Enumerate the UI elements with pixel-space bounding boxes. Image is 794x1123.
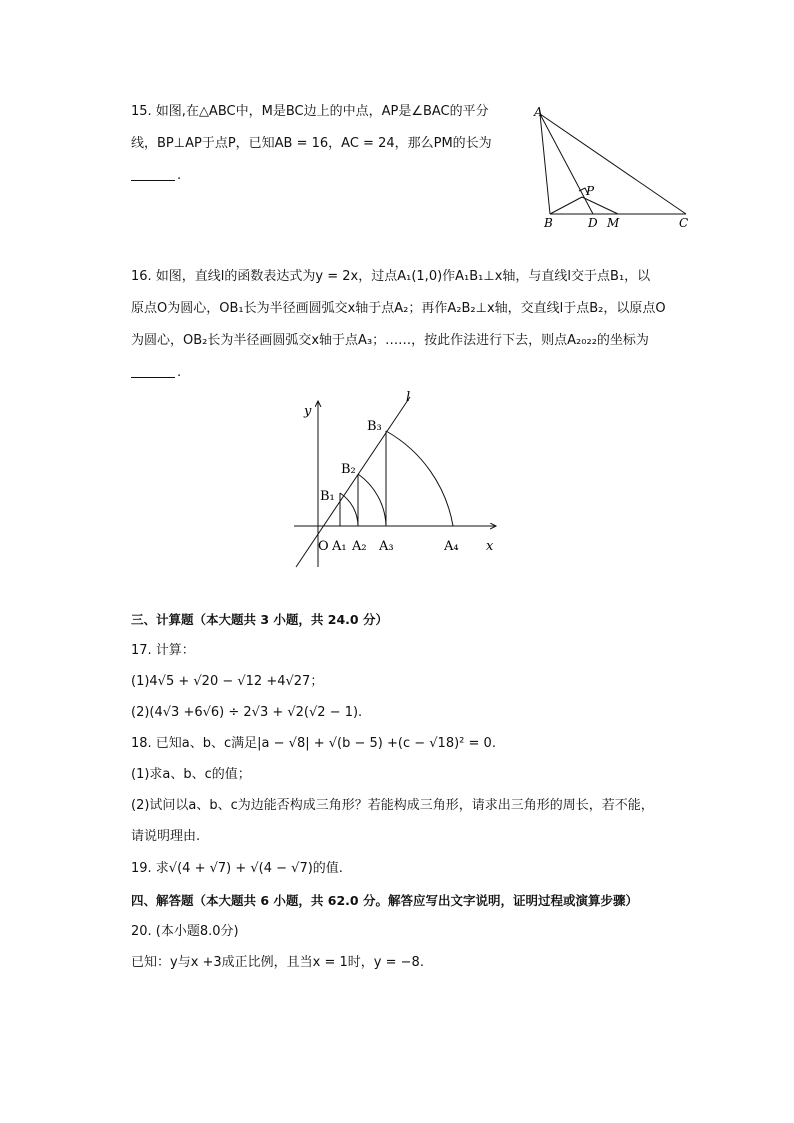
fig16-label-o: O [318, 539, 329, 554]
fig15-label-c: C [679, 216, 689, 230]
q18-part-2: (2)试问以a、b、c为边能否构成三角形？若能构成三角形，请求出三角形的周长，若不能， [131, 798, 654, 813]
section-4-heading: 四、解答题（本大题共 6 小题，共 62.0 分。解答应写出文字说明，证明过程或演算步骤） [131, 893, 638, 908]
q17-part-2: (2)(4√3 +6√6) ÷ 2√3 + √2(√2 − 1). [131, 705, 363, 720]
q16-line-3: 为圆心，OB₂长为半径画圆弧交x轴于点A₃；……，按此作法进行下去，则点A₂₀₂₂的坐标为 [131, 333, 649, 348]
fig16-label-a1: A₁ [332, 539, 347, 554]
q20-body: 已知：y与x +3成正比例，且当x = 1时，y = −8. [131, 955, 424, 970]
fig16-label-a2: A₂ [352, 539, 367, 554]
fig16-label-b2: B₂ [341, 462, 356, 477]
fig15-label-m: M [607, 216, 620, 230]
fig16-label-b3: B₃ [367, 419, 382, 434]
q16-line-2: 原点O为圆心，OB₁长为半径画圆弧交x轴于点A₂；再作A₂B₂⊥x轴，交直线l于点B₂，以原点O [131, 301, 666, 316]
q18-part-2-cont: 请说明理由. [131, 829, 201, 844]
q16-arc-figure [280, 385, 510, 575]
q15-line-2: 线，BP⊥AP于点P，已知AB = 16，AC = 24，那么PM的长为 [131, 136, 492, 151]
q16-tail: . [177, 365, 182, 380]
fig16-label-y: y [304, 404, 312, 419]
fig16-label-x: x [486, 539, 494, 554]
q16-answer-blank [131, 365, 175, 378]
fig15-bisector-ad [540, 114, 593, 214]
q16-answer-line [131, 365, 181, 381]
q15-line-1: 15. 如图,在△ABC中，M是BC边上的中点，AP是∠BAC的平分 [131, 104, 489, 119]
fig15-label-b: B [544, 216, 553, 230]
q18-part-1: (1)求a、b、c的值； [131, 767, 251, 782]
q17-title: 17. 计算： [131, 643, 195, 658]
q18-title: 18. 已知a、b、c满足|a − √8| + √(b − 5) +(c − √18)² = 0. [131, 736, 496, 751]
fig15-label-p: P [586, 184, 595, 198]
q15-answer-line [131, 168, 181, 184]
q15-triangle-figure [520, 98, 710, 238]
fig16-arc-2 [358, 474, 386, 526]
fig15-label-a: A [534, 105, 543, 119]
fig15-segment-pm [582, 197, 618, 214]
q16-line-1: 16. 如图，直线l的函数表达式为y = 2x，过点A₁(1,0)作A₁B₁⊥x轴，与直线l交于点B₁，以 [131, 269, 651, 284]
q17-part-1: (1)4√5 + √20 − √12 +4√27； [131, 674, 324, 689]
fig16-arc-3 [386, 431, 453, 526]
q15-tail: . [177, 168, 182, 183]
fig15-segment-bp [550, 197, 582, 214]
q15-answer-blank [131, 168, 175, 181]
fig16-label-a4: A₄ [444, 539, 459, 554]
section-3-heading: 三、计算题（本大题共 3 小题，共 24.0 分） [131, 612, 388, 627]
fig15-side-ac [540, 114, 686, 214]
fig16-label-l: l [406, 390, 411, 405]
fig16-label-b1: B₁ [320, 489, 335, 504]
q20-title: 20. (本小题8.0分) [131, 924, 239, 939]
q19-text: 19. 求√(4 + √7) + √(4 − √7)的值. [131, 861, 343, 876]
fig15-label-d: D [588, 216, 598, 230]
fig16-label-a3: A₃ [379, 539, 394, 554]
